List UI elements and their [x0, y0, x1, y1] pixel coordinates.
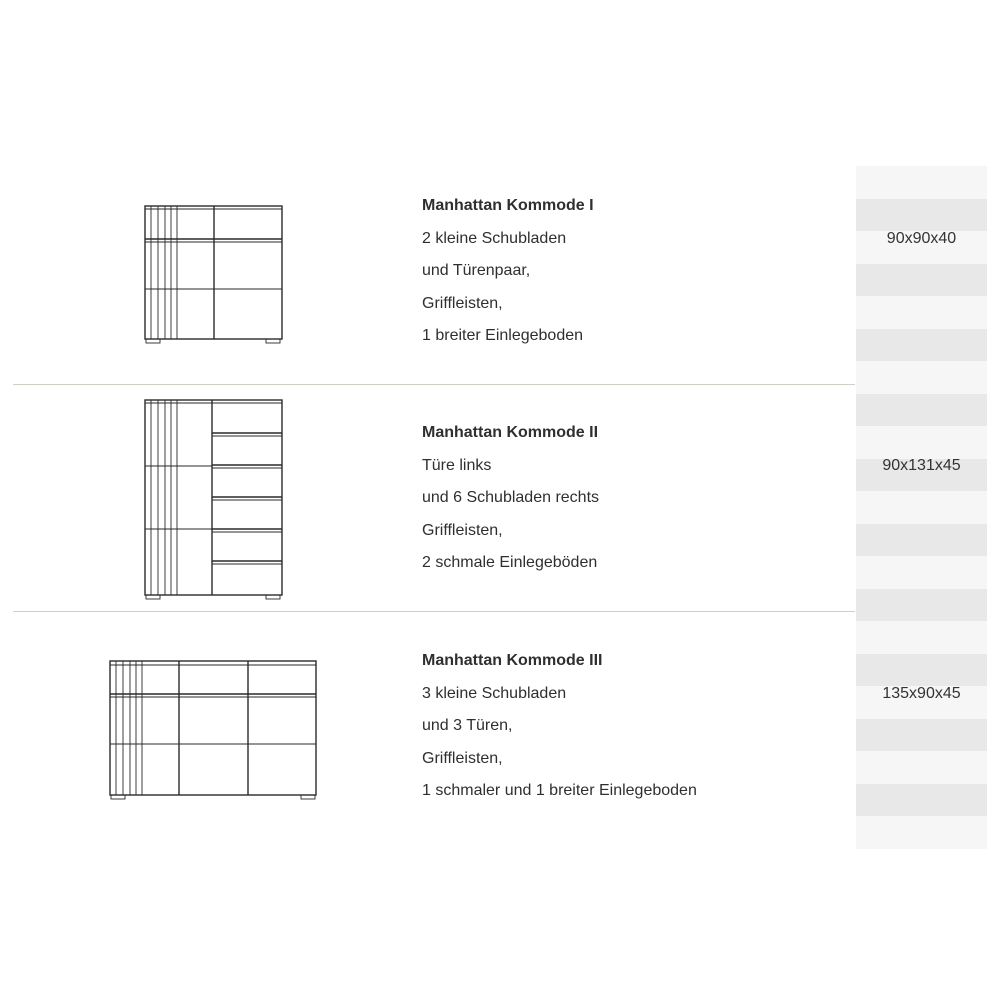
stripe: [856, 426, 987, 459]
feature-line: und 3 Türen,: [422, 717, 513, 734]
stripe: [856, 329, 987, 362]
kommode-2-drawing: [144, 399, 284, 601]
stripe: [856, 394, 987, 427]
feature-line: Türe links: [422, 456, 492, 474]
kommode-3-dimensions: 135x90x45: [882, 685, 961, 702]
feature-line: Griffleisten,: [422, 294, 503, 312]
kommode-2-description: [422, 424, 599, 587]
stripe: [856, 491, 987, 524]
stripe: [856, 719, 987, 752]
stripe: [856, 654, 987, 687]
feature-line: und 6 Schubladen rechts: [422, 489, 600, 506]
feature-line: 1 breiter Einlegeboden: [422, 327, 584, 344]
product-title: Manhattan Kommode III: [422, 652, 603, 669]
kommode-3-drawing: [109, 660, 319, 800]
kommode-2-dimensions: 90x131x45: [882, 457, 961, 474]
stripe: [856, 361, 987, 394]
kommode-1-drawing: [144, 205, 284, 345]
stripe: [856, 556, 987, 589]
feature-line: und Türenpaar,: [422, 262, 531, 279]
product-title: Manhattan Kommode II: [422, 424, 599, 441]
stripe: [856, 199, 987, 232]
feature-line: Griffleisten,: [422, 749, 503, 767]
kommode-3-description: [422, 652, 697, 815]
stripe: [856, 524, 987, 557]
kommode-1-dimensions: 90x90x40: [886, 230, 957, 247]
stripe: [856, 816, 987, 849]
stripe: [856, 264, 987, 297]
stripe: [856, 784, 987, 817]
feature-line: 3 kleine Schubladen: [422, 684, 567, 702]
stripe: [856, 589, 987, 622]
stripe: [856, 296, 987, 329]
row-divider: [13, 611, 855, 612]
feature-line: 2 schmale Einlegeböden: [422, 554, 598, 571]
row-divider: [13, 384, 855, 385]
dimension-column-stripes: [856, 166, 987, 833]
product-title: Manhattan Kommode I: [422, 197, 594, 214]
feature-line: 1 schmaler und 1 breiter Einlegeboden: [422, 782, 697, 799]
stripe: [856, 751, 987, 784]
feature-line: Griffleisten,: [422, 521, 503, 539]
feature-line: 2 kleine Schubladen: [422, 229, 567, 247]
kommode-1-description: [422, 197, 594, 360]
stripe: [856, 166, 987, 199]
stripe: [856, 621, 987, 654]
